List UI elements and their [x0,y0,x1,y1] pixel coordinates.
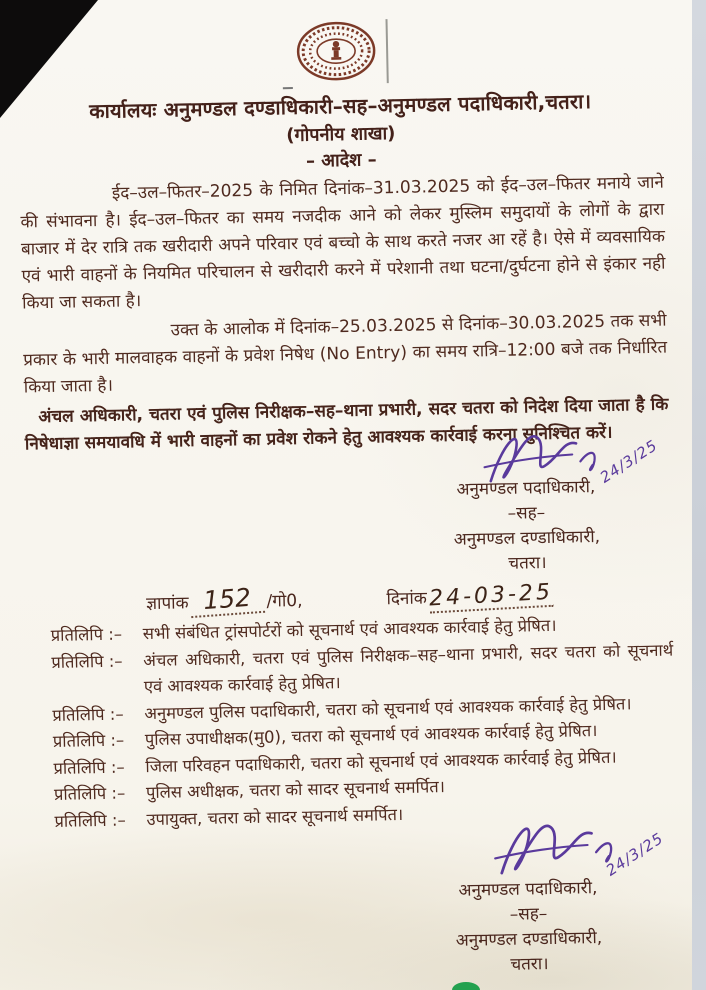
designation-line: अनुमण्डल पदाधिकारी, [458,878,598,901]
copy-text: सभी संबंधित ट्रांसपोर्टरों को सूचनार्थ एवं आवश्यक कार्रवाई हेतु प्रेषित। [142,615,557,644]
designation-line: अनुमण्डल दण्डाधिकारी, [455,927,603,951]
designation-line: अनुमण्डल पदाधिकारी, [456,477,596,500]
copy-text: पुलिस उपाधीक्षक(मु0), चतरा को सूचनार्थ एवं आवश्यक कार्रवाई हेतु प्रेषित। [144,721,598,750]
paragraph-directive: अंचल अधिकारी, चतरा एवं पुलिस निरीक्षक–सह–थाना प्रभारी, सदर चतरा को निदेश दिया जाता है कि निषेधाज्ञा समयावधि में भारी वाहनों का प्रवेश रोकने हेतु आवश्यक कार्रवाई करना सुनिश्चित करें। [24,394,669,455]
memo-number-handwritten: 152 [190,582,266,618]
copy-label: प्रतिलिपि :– [52,704,124,725]
designation-line: चतरा। [510,954,549,975]
memo-suffix: /गो0, [266,590,303,612]
green-mark [452,982,480,990]
designation-line: –सह– [507,503,546,524]
date-handwritten: 24-03-25 [428,579,554,612]
copy-distribution-list [29,611,677,836]
memo-label: ज्ञापांक [145,593,189,615]
copy-text: पुलिस अधीक्षक, चतरा को सादर सूचनार्थ समर्पित। [145,777,446,803]
designation-block [418,875,640,979]
copy-text: जिला परिवहन पदाधिकारी, चतरा को सूचनार्थ एवं आवश्यक कार्रवाई हेतु प्रेषित। [145,747,617,776]
signature-block-top [25,436,671,587]
copy-label: प्रतिलिपि :– [54,810,126,831]
designation-line: चतरा। [508,553,547,574]
designation-block [416,474,638,578]
paragraph-eid-context: ईद–उल–फितर–2025 के निमित दिनांक–31.03.2025 को ईद–उल–फितर मनाये जाने की संभावना है। ईद–उल–फितर का समय नजदीक आने को लेकर मुस्लिम समुदायों के लोगों के द्वारा बाजार में देर रात्रि तक खरीदारी अपने परिवार एवं बच्चो के साथ करते नजर आ रहें है। ऐसे में व्यवसायिक एवं भारी वाहनों के नियमित परिचालन से खरीदारी करने में परेशानी तथा घटना/दुर्घटना होने से इंकार नही किया जा सकता है। [20,172,666,314]
designation-line: अनुमण्डल दण्डाधिकारी, [453,526,601,550]
handwritten-date: 24/3/25 [602,829,667,880]
ashoka-seal-icon [290,19,389,85]
copy-text: अनुमण्डल पुलिस पदाधिकारी, चतरा को सूचनार्थ एवं आवश्यक कार्रवाई हेतु प्रेषित। [144,693,632,723]
office-title: कार्यालयः अनुमण्डल दण्डाधिकारी–सह–अनुमण्डल पदाधिकारी,चतरा। [88,89,592,124]
copy-label: प्रतिलिपि :– [50,624,123,645]
copy-label: प्रतिलिपि :– [51,651,123,672]
scan-edge-strip [692,0,706,990]
copy-label: प्रतिलिपि :– [53,757,125,778]
order-heading: – आदेश – [305,149,377,172]
signature-block-bottom [33,822,680,985]
copy-text: उपायुक्त, चतरा को सादर सूचनार्थ समर्पित। [146,804,404,829]
handwritten-date: 24/3/25 [596,436,662,487]
copy-label: प्रतिलिपि :– [52,730,125,751]
copy-label: प्रतिलिपि :– [53,783,126,804]
date-label: दिनांक [386,588,428,610]
designation-line: –सह– [509,904,548,925]
copy-text: अंचल अधिकारी, चतरा एवं पुलिस निरीक्षक–सह–थाना प्रभारी, सदर चतरा को सूचनार्थ एवं आवश्यक कार्रवाई हेतु प्रेषित। [143,640,674,697]
paragraph-no-entry-order: उक्त के आलोक में दिनांक–25.03.2025 से दिनांक–30.03.2025 तक सभी प्रकार के भारी मालवाहक वाहनों के प्रवेश निषेध (No Entry) का समय रात्रि–12:00 बजे तक निर्धारित किया जाता है। [23,310,668,398]
confidential-branch-line: (गोपनीय शाखा) [286,122,396,147]
